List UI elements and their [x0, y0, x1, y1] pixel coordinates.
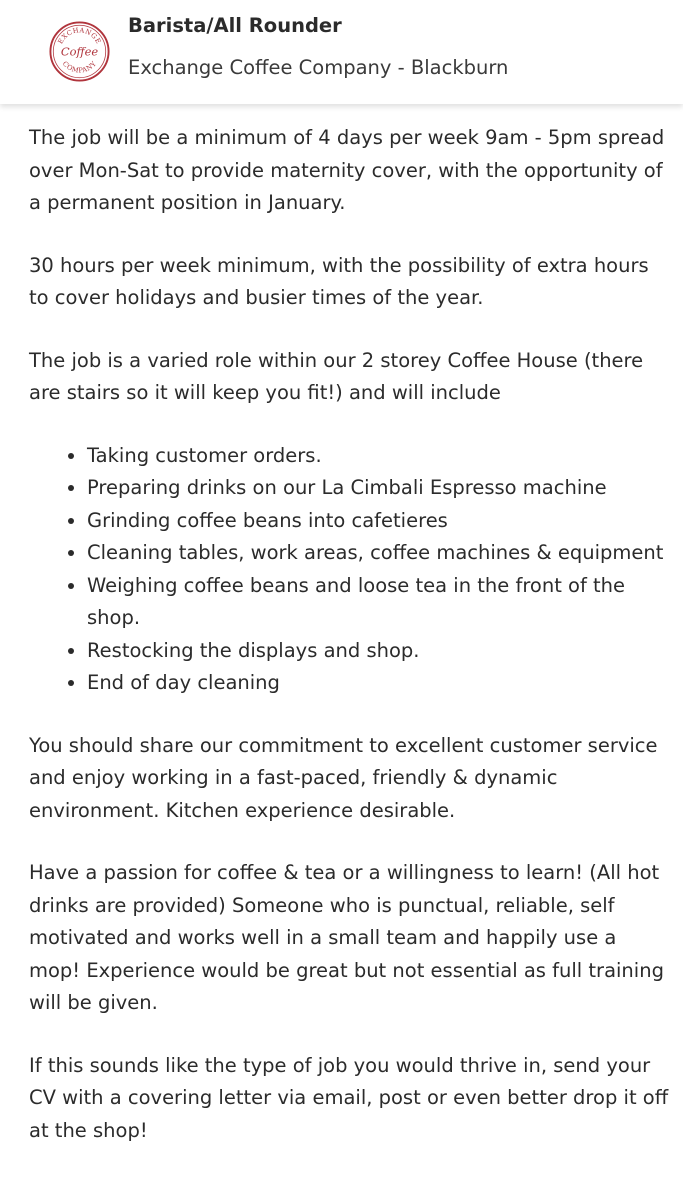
duties-list	[29, 440, 669, 700]
company-name[interactable]: Exchange Coffee Company - Blackburn	[128, 56, 509, 79]
job-description	[29, 122, 669, 1177]
description-paragraph: The job will be a minimum of 4 days per week 9am - 5pm spread over Mon-Sat to provide maternity cover, with the opportunity of a permanent position in January.	[29, 126, 665, 214]
list-item: • Weighing coffee beans and loose tea in the front of the shop.	[87, 570, 669, 635]
list-item: • End of day cleaning	[87, 667, 669, 700]
list-item: • Preparing drinks on our La Cimbali Espresso machine	[87, 472, 669, 505]
description-paragraph: Have a passion for coffee & tea or a willingness to learn! (All hot drinks are provided) Someone who is punctual, reliable, self motivated and works well in a small team and happily use a mop! Experience would be great but not essential as full training will be given.	[29, 861, 664, 1014]
logo-top-text: EXCHANGE	[56, 26, 103, 46]
list-item: • Restocking the displays and shop.	[87, 635, 669, 668]
description-paragraph: The job is a varied role within our 2 storey Coffee House (there are stairs so it will keep you fit!) and will include	[29, 348, 644, 404]
list-item: • Taking customer orders.	[87, 440, 669, 473]
description-paragraph: If this sounds like the type of job you would thrive in, send your CV with a covering letter via email, post or even better drop it off at the shop!	[29, 1053, 669, 1142]
list-item: • Cleaning tables, work areas, coffee machines & equipment	[87, 537, 669, 570]
description-paragraph: You should share our commitment to excellent customer service and enjoy working in a fast-paced, friendly & dynamic environment. Kitchen experience desirable.	[29, 733, 658, 822]
job-header	[0, 0, 683, 104]
description-paragraph: 30 hours per week minimum, with the possibility of extra hours to cover holidays and busier times of the year.	[29, 253, 649, 309]
logo-middle-text: Coffee	[60, 44, 99, 59]
logo-bottom-text: COMPANY	[60, 59, 99, 75]
company-logo-icon[interactable]	[49, 21, 110, 82]
job-title: Barista/All Rounder	[128, 14, 342, 37]
list-item: • Grinding coffee beans into cafetieres	[87, 505, 669, 538]
